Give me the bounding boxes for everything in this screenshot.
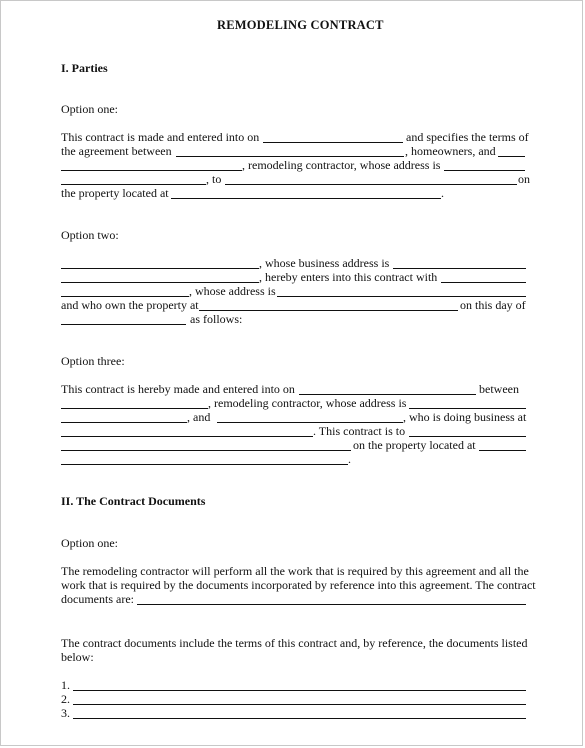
paragraph-line: The remodeling contractor will perform all the work that is required by this agreement and all the	[61, 564, 529, 578]
contractor-name-blank[interactable]	[61, 170, 242, 171]
text: , remodeling contractor, whose address is	[208, 396, 407, 410]
contractor-blank[interactable]	[498, 156, 525, 157]
text: , whose business address is	[259, 256, 390, 270]
text: , and	[187, 410, 211, 424]
contractor-address-blank[interactable]	[409, 408, 526, 409]
date-blank-2[interactable]	[299, 394, 476, 395]
contractor-address-blank-2[interactable]	[61, 422, 187, 423]
property-blank-3[interactable]	[479, 450, 526, 451]
text: , to	[206, 172, 222, 186]
list-item-number: 3.	[61, 706, 70, 720]
list-item-number: 1.	[61, 678, 70, 692]
business-address-blank[interactable]	[393, 268, 526, 269]
text: on	[518, 172, 530, 186]
address-blank-2[interactable]	[61, 184, 206, 185]
section-heading-contract-documents: II. The Contract Documents	[61, 494, 206, 508]
text: and specifies the terms of	[406, 130, 529, 144]
option-two-label: Option two:	[61, 228, 119, 242]
contractor-blank-2[interactable]	[61, 408, 208, 409]
paragraph-line: documents are:	[61, 592, 134, 606]
party-blank[interactable]	[217, 422, 403, 423]
owner-blank[interactable]	[441, 282, 526, 283]
business-name-blank[interactable]	[61, 268, 259, 269]
text: .	[348, 452, 351, 466]
owner-blank-2[interactable]	[61, 296, 189, 297]
paragraph-line: work that is required by the documents incorporated by reference into this agreement. The contract	[61, 578, 536, 592]
paragraph-line: below:	[61, 650, 94, 664]
text: This contract is hereby made and entered into on	[61, 382, 295, 396]
address-blank[interactable]	[444, 170, 525, 171]
documents-blank[interactable]	[137, 604, 526, 605]
text: . This contract is to	[313, 424, 406, 438]
option-one-label-2: Option one:	[61, 536, 118, 550]
business-address-blank-2[interactable]	[61, 282, 259, 283]
text: , whose address is	[189, 284, 276, 298]
text: as follows:	[190, 312, 243, 326]
business-location-blank[interactable]	[61, 436, 313, 437]
text: on this day of	[460, 298, 526, 312]
text: the agreement between	[61, 144, 172, 158]
paragraph-line: The contract documents include the terms of this contract and, by reference, the documents listed	[61, 636, 528, 650]
work-blank-3[interactable]	[61, 450, 351, 451]
work-blank-2[interactable]	[409, 436, 526, 437]
property-blank-2[interactable]	[199, 310, 458, 311]
option-one-label: Option one:	[61, 102, 118, 116]
text: , homeowners, and	[405, 144, 496, 158]
homeowners-blank[interactable]	[176, 156, 404, 157]
text: , hereby enters into this contract with	[259, 270, 438, 284]
work-blank[interactable]	[225, 184, 517, 185]
document-3-blank[interactable]	[73, 718, 526, 719]
text: and who own the property at	[61, 298, 199, 312]
owner-address-blank[interactable]	[277, 296, 526, 297]
document-1-blank[interactable]	[73, 690, 526, 691]
option-three-label: Option three:	[61, 354, 125, 368]
day-blank[interactable]	[61, 324, 186, 325]
text: .	[441, 186, 444, 200]
property-blank-4[interactable]	[61, 464, 348, 465]
text: This contract is made and entered into on	[61, 130, 260, 144]
text: the property located at	[61, 186, 169, 200]
document-2-blank[interactable]	[73, 704, 526, 705]
section-heading-parties: I. Parties	[61, 61, 108, 75]
text: , remodeling contractor, whose address is	[242, 158, 441, 172]
property-blank[interactable]	[171, 198, 441, 199]
document-title: REMODELING CONTRACT	[217, 18, 384, 32]
date-blank[interactable]	[263, 142, 403, 143]
text: , who is doing business at	[403, 410, 527, 424]
text: between	[479, 382, 519, 396]
list-item-number: 2.	[61, 692, 70, 706]
text: on the property located at	[353, 438, 476, 452]
